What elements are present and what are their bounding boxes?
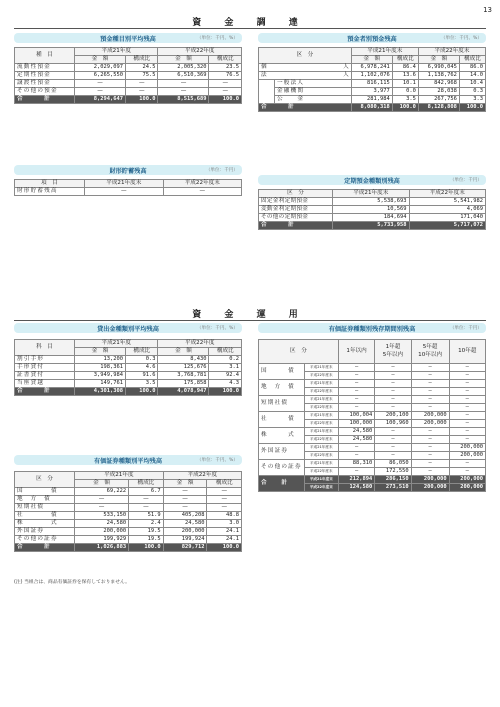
table-cell: 200,000 (449, 476, 485, 484)
fiscal-year-label: 平成22年度末 (304, 452, 338, 460)
table-cell: — (449, 428, 485, 436)
table-cell: 200,000 (411, 412, 449, 420)
fiscal-year-label: 平成22年度末 (304, 436, 338, 444)
table-row: 個 人 6,978,241 86.4 6,990,045 86.0 (259, 64, 486, 72)
table-cell: 200,000 (411, 484, 449, 492)
table-row: 外国証券 200,000 19.5 200,000 24.1 (15, 528, 242, 536)
securities-maturity-title: 有価証券種類別残存期間別残高 (328, 325, 416, 333)
table-row: 証書貸付 3,949,984 91.6 3,768,781 92.4 (15, 372, 242, 380)
deposits-by-type-title: 預金種目別平均残高 (100, 35, 156, 43)
securities-by-type-table (14, 471, 242, 552)
loans-by-type-table (14, 339, 242, 396)
table-cell: — (449, 404, 485, 412)
table-row: 法 人 1,102,076 13.6 1,138,762 14.0 (259, 72, 486, 80)
deposits-by-type-banner (14, 33, 242, 43)
col-header: 科 目 (15, 340, 75, 356)
table-row: 当座貸越 149,761 3.5 175,858 4.3 (15, 380, 242, 388)
table-row (259, 428, 486, 436)
fiscal-year-label: 平成21年度末 (304, 460, 338, 468)
col-header: 10年超 (449, 340, 485, 364)
row-label: 国 債 (259, 364, 305, 380)
table-cell: 124,580 (338, 484, 374, 492)
securities-by-type-title: 有価証券種類別平均残高 (93, 457, 163, 465)
col-header: 区 分 (259, 190, 333, 198)
col-header: 平成22年度末 (163, 180, 242, 188)
col-header: 構成比 (129, 480, 163, 488)
fiscal-year-label: 平成21年度末 (304, 428, 338, 436)
table-cell: — (449, 396, 485, 404)
loans-by-type-unit: （単位：千円、%） (196, 326, 238, 331)
table-cell: — (375, 364, 411, 372)
table-cell: — (449, 388, 485, 396)
col-header: 区 分 (15, 472, 75, 488)
table-row: その他の証券 199,929 19.5 199,924 24.1 (15, 536, 242, 544)
col-header: 平成22年度 (158, 48, 242, 56)
table-row: 株 式 24,580 2.4 24,580 3.0 (15, 520, 242, 528)
fiscal-year-label: 平成21年度末 (304, 364, 338, 372)
table-row (259, 412, 486, 420)
table-cell: — (375, 404, 411, 412)
col-header: 1年超 5年以内 (375, 340, 411, 364)
deposits-by-type-table (14, 47, 242, 104)
table-cell: 88,310 (338, 460, 374, 468)
deposits-by-holder-title: 預金者別預金残高 (347, 35, 397, 43)
table-row (259, 460, 486, 468)
table-cell: — (338, 444, 374, 452)
col-header: 平成21年度 (75, 472, 164, 480)
table-cell: — (411, 452, 449, 460)
table-cell: 200,100 (375, 412, 411, 420)
row-label: 地 方 債 (259, 380, 305, 396)
table-row (259, 396, 486, 404)
col-header: 金 額 (75, 480, 129, 488)
table-cell: — (338, 372, 374, 380)
table-row: 財形貯蓄残高 — — (15, 188, 242, 196)
total-row (259, 476, 486, 484)
col-header: 区 分 (259, 340, 339, 364)
table-cell: — (411, 388, 449, 396)
table-cell: — (411, 404, 449, 412)
table-row (259, 380, 486, 388)
table-cell: — (449, 436, 485, 444)
col-header: 金 額 (158, 348, 209, 356)
table-row: 変動金利定期預金 10,569 4,069 (259, 206, 486, 214)
col-header: 種 目 (15, 48, 75, 64)
table-cell: — (411, 396, 449, 404)
table-row: 譲渡性預金 — — — — (15, 80, 242, 88)
table-row (259, 364, 486, 372)
table-cell: 24,580 (338, 428, 374, 436)
table-cell: — (375, 436, 411, 444)
table-row: その他の定期預金 184,694 171,040 (259, 214, 486, 222)
table-cell: — (411, 436, 449, 444)
row-label: 株 式 (259, 428, 305, 444)
table-cell: — (449, 468, 485, 476)
table-row: 短期社債 — — — — (15, 504, 242, 512)
table-cell: — (375, 452, 411, 460)
fiscal-year-label: 平成21年度末 (304, 396, 338, 404)
row-label: 社 債 (259, 412, 305, 428)
table-cell: 273,510 (375, 484, 411, 492)
table-cell: — (411, 380, 449, 388)
total-row: 合 計 5,733,958 5,717,072 (259, 222, 486, 230)
table-cell: — (375, 388, 411, 396)
formation-savings-table (14, 179, 242, 196)
securities-by-type-banner (14, 455, 242, 465)
row-label: 外国証券 (259, 444, 305, 460)
table-cell: — (338, 388, 374, 396)
table-cell: — (449, 460, 485, 468)
table-cell: 200,000 (449, 444, 485, 452)
table-cell: 172,550 (375, 468, 411, 476)
table-row (259, 444, 486, 452)
table-row: 一般法人 816,115 10.1 842,968 10.4 (259, 80, 486, 88)
section-title-investment: 資 金 運 用 (192, 310, 308, 320)
table-cell: — (449, 372, 485, 380)
page-number: 13 (483, 6, 492, 14)
table-cell: 86,050 (375, 460, 411, 468)
total-row: 合 計 4,301,308 100.0 4,078,947 100.0 (15, 388, 242, 396)
securities-maturity-banner (258, 323, 486, 333)
col-header: 構成比 (209, 56, 242, 64)
col-header: 金 額 (163, 480, 207, 488)
table-cell: — (338, 404, 374, 412)
section-divider (14, 28, 486, 29)
col-header: 構成比 (392, 56, 418, 64)
fiscal-year-label: 平成21年度末 (304, 380, 338, 388)
formation-savings-title: 財形貯蓄残高 (109, 167, 147, 175)
loans-by-type-title: 貸出金種類別平均残高 (97, 325, 159, 333)
time-deposits-unit: （単位：千円） (449, 178, 482, 183)
table-cell: — (411, 460, 449, 468)
fiscal-year-label: 平成22年度末 (304, 468, 338, 476)
table-cell: 200,000 (449, 452, 485, 460)
time-deposits-title: 定期預金種類別残高 (344, 177, 400, 185)
table-row: 手形貸付 198,361 4.6 125,676 3.1 (15, 364, 242, 372)
fiscal-year-label: 平成22年度末 (304, 404, 338, 412)
col-header: 金 額 (75, 56, 126, 64)
fiscal-year-label: 平成22年度末 (304, 388, 338, 396)
fiscal-year-label: 平成21年度末 (304, 476, 338, 484)
col-header: 金 額 (158, 56, 209, 64)
col-header: 平成22年度 (163, 472, 241, 480)
col-header: 金 額 (75, 348, 126, 356)
col-header: 構成比 (126, 56, 158, 64)
col-header: 平成21年度末 (85, 180, 164, 188)
table-row: 流動性預金 2,029,097 24.5 2,005,320 23.5 (15, 64, 242, 72)
section-title-funding: 資 金 調 達 (192, 18, 308, 28)
col-header: 構成比 (459, 56, 485, 64)
col-header: 平成22年度末 (409, 190, 486, 198)
col-header: 構成比 (209, 348, 242, 356)
table-cell: — (411, 428, 449, 436)
table-cell: — (411, 372, 449, 380)
table-cell: — (375, 372, 411, 380)
col-header: 平成21年度末 (333, 190, 410, 198)
col-header: 金 額 (351, 56, 392, 64)
table-cell: 100,004 (338, 412, 374, 420)
table-row: その他の預金 — — — — (15, 88, 242, 96)
table-cell: — (338, 380, 374, 388)
row-label: 合 計 (259, 476, 305, 492)
row-label: その他の証券 (259, 460, 305, 476)
section-divider (14, 320, 486, 321)
deposits-by-holder-unit: （単位：千円、%） (440, 36, 482, 41)
deposits-by-holder-banner (258, 33, 486, 43)
table-cell: 100,000 (338, 420, 374, 428)
deposits-by-holder-table (258, 47, 486, 112)
table-cell: — (338, 468, 374, 476)
table-cell: 200,000 (411, 476, 449, 484)
table-row: 割引手形 13,200 0.3 8,430 0.2 (15, 356, 242, 364)
fiscal-year-label: 平成21年度末 (304, 444, 338, 452)
col-header: 1年以内 (338, 340, 374, 364)
table-row: 地 方 債 — — — — (15, 496, 242, 504)
time-deposits-table (258, 189, 486, 230)
table-cell: 286,150 (375, 476, 411, 484)
fiscal-year-label: 平成22年度末 (304, 420, 338, 428)
table-cell: — (411, 364, 449, 372)
table-cell: — (375, 396, 411, 404)
table-cell: 200,000 (449, 484, 485, 492)
table-cell: — (449, 420, 485, 428)
securities-by-type-unit: （単位：千円、%） (196, 458, 238, 463)
formation-savings-unit: （単位：千円） (205, 168, 238, 173)
table-cell: — (449, 364, 485, 372)
table-cell: — (449, 412, 485, 420)
securities-note: (注) 当組合は、商品有価証券を保有しておりません。 (14, 580, 130, 585)
fiscal-year-label: 平成21年度末 (304, 412, 338, 420)
table-cell: — (411, 468, 449, 476)
fiscal-year-label: 平成22年度末 (304, 484, 338, 492)
col-header: 平成21年度 (75, 48, 158, 56)
col-header: 平成22年度 (158, 340, 242, 348)
table-cell: 200,000 (411, 420, 449, 428)
total-row: 合 計 8,294,647 100.0 8,515,689 100.0 (15, 96, 242, 104)
securities-maturity-unit: （単位：千円） (449, 326, 482, 331)
table-cell: 100,960 (375, 420, 411, 428)
row-label: 短期社債 (259, 396, 305, 412)
table-row: 金融機関 3,977 0.0 28,038 0.3 (259, 88, 486, 96)
table-cell: 24,580 (338, 436, 374, 444)
table-cell: — (411, 444, 449, 452)
table-cell: — (375, 380, 411, 388)
total-row: 合 計 8,080,318 100.0 8,128,808 100.0 (259, 104, 486, 112)
col-header: 平成21年度末 (351, 48, 418, 56)
table-row: 固定金利定期預金 5,538,693 5,541,982 (259, 198, 486, 206)
table-cell: — (338, 396, 374, 404)
col-header: 平成22年度末 (418, 48, 485, 56)
col-header: 区 分 (259, 48, 352, 64)
table-cell: 212,894 (338, 476, 374, 484)
loans-by-type-banner (14, 323, 242, 333)
table-cell: — (449, 380, 485, 388)
deposits-by-type-unit: （単位：千円、%） (196, 36, 238, 41)
col-header: 構成比 (126, 348, 158, 356)
securities-maturity-table (258, 339, 486, 492)
col-header: 構成比 (207, 480, 242, 488)
fiscal-year-label: 平成22年度末 (304, 372, 338, 380)
table-row: 国 債 69,222 6.7 — — (15, 488, 242, 496)
table-row: 定期性預金 6,265,550 75.5 6,510,369 76.5 (15, 72, 242, 80)
table-cell: — (375, 428, 411, 436)
col-header: 5年超 10年以内 (411, 340, 449, 364)
col-header: 金 額 (418, 56, 459, 64)
formation-savings-banner (14, 165, 242, 175)
table-cell: — (338, 364, 374, 372)
table-cell: — (375, 444, 411, 452)
table-cell: — (338, 452, 374, 460)
col-header: 項 目 (15, 180, 85, 188)
table-row: 公 金 281,984 3.5 267,756 3.3 (259, 96, 486, 104)
total-row: 合 計 1,026,883 100.0 829,712 100.0 (15, 544, 242, 552)
time-deposits-banner (258, 175, 486, 185)
table-row: 社 債 533,150 51.9 405,208 48.8 (15, 512, 242, 520)
col-header: 平成21年度 (75, 340, 158, 348)
